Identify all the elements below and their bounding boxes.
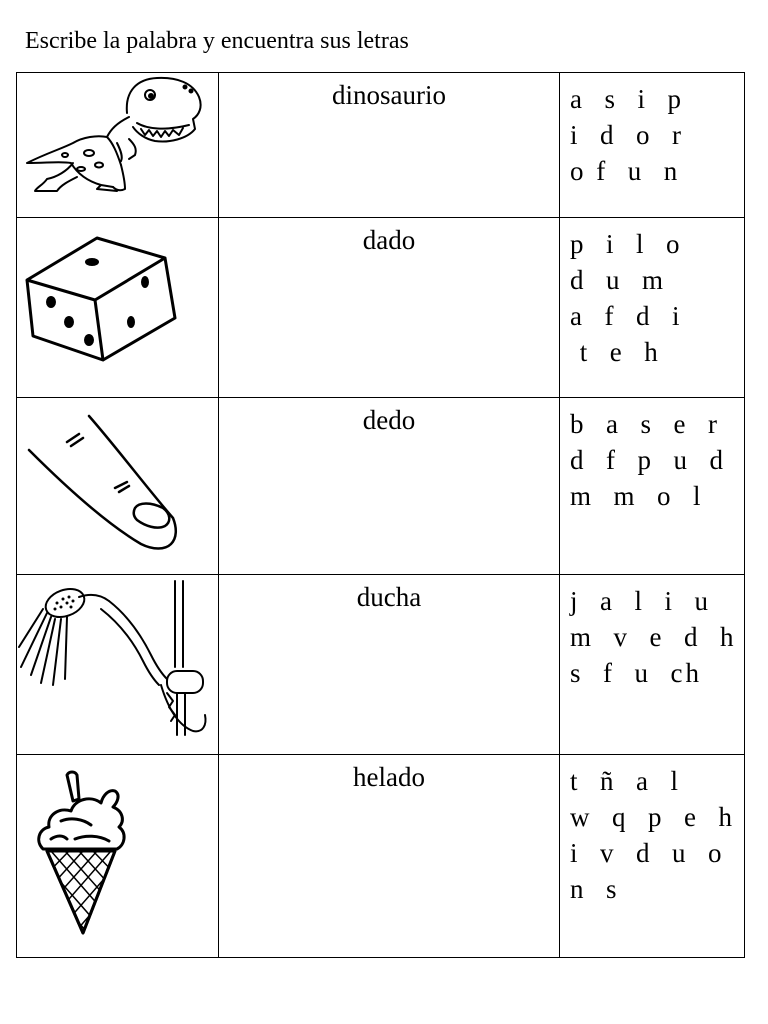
letter-line: i v d u o [570,838,725,868]
word-cell [219,755,560,958]
word-label: ducha [356,582,422,612]
page-title: Escribe la palabra y encuentra sus letras [25,28,409,54]
letter-line: d f p u d [570,445,726,475]
word-cell [219,218,560,398]
table-row [17,398,745,575]
table-row [17,73,745,218]
picture-cell [17,218,219,398]
letter-line: w q p e h [570,802,735,832]
letter-line: i d o r [570,120,684,150]
shower-icon [17,575,217,755]
word-cell [219,398,560,575]
table-row [17,575,745,755]
word-label: dado [362,225,416,255]
letters-cell [560,73,745,218]
letter-line: t e h [570,337,661,367]
letter-line: m v e d h [570,622,737,652]
letter-line: a f d i [570,301,683,331]
letters-cell [560,398,745,575]
worksheet-table [16,72,745,958]
letter-line: o f u n [570,156,681,186]
letters-cell [560,218,745,398]
dice-icon [17,218,217,398]
letter-line: n s [570,874,620,904]
letter-line: a s i p [570,84,684,114]
ice-cream-icon [17,755,217,958]
letter-line: t ñ a l [570,766,681,796]
letters-cell [560,575,745,755]
picture-cell [17,73,219,218]
table-row [17,755,745,958]
letter-line: s f u ch [570,658,702,688]
letter-line: p i l o [570,229,683,259]
word-label: dinosaurio [332,80,446,110]
finger-icon [17,398,217,575]
dinosaur-icon [17,73,217,218]
word-label: dedo [362,405,416,435]
letter-line: b a s e r [570,409,720,439]
picture-cell [17,398,219,575]
word-label: helado [353,762,425,792]
picture-cell [17,755,219,958]
word-cell [219,73,560,218]
letter-line: j a l i u [570,586,711,616]
letter-line: m m o l [570,481,704,511]
letters-cell [560,755,745,958]
picture-cell [17,575,219,755]
word-cell [219,575,560,755]
table-row [17,218,745,398]
letter-line: d u m [570,265,667,295]
